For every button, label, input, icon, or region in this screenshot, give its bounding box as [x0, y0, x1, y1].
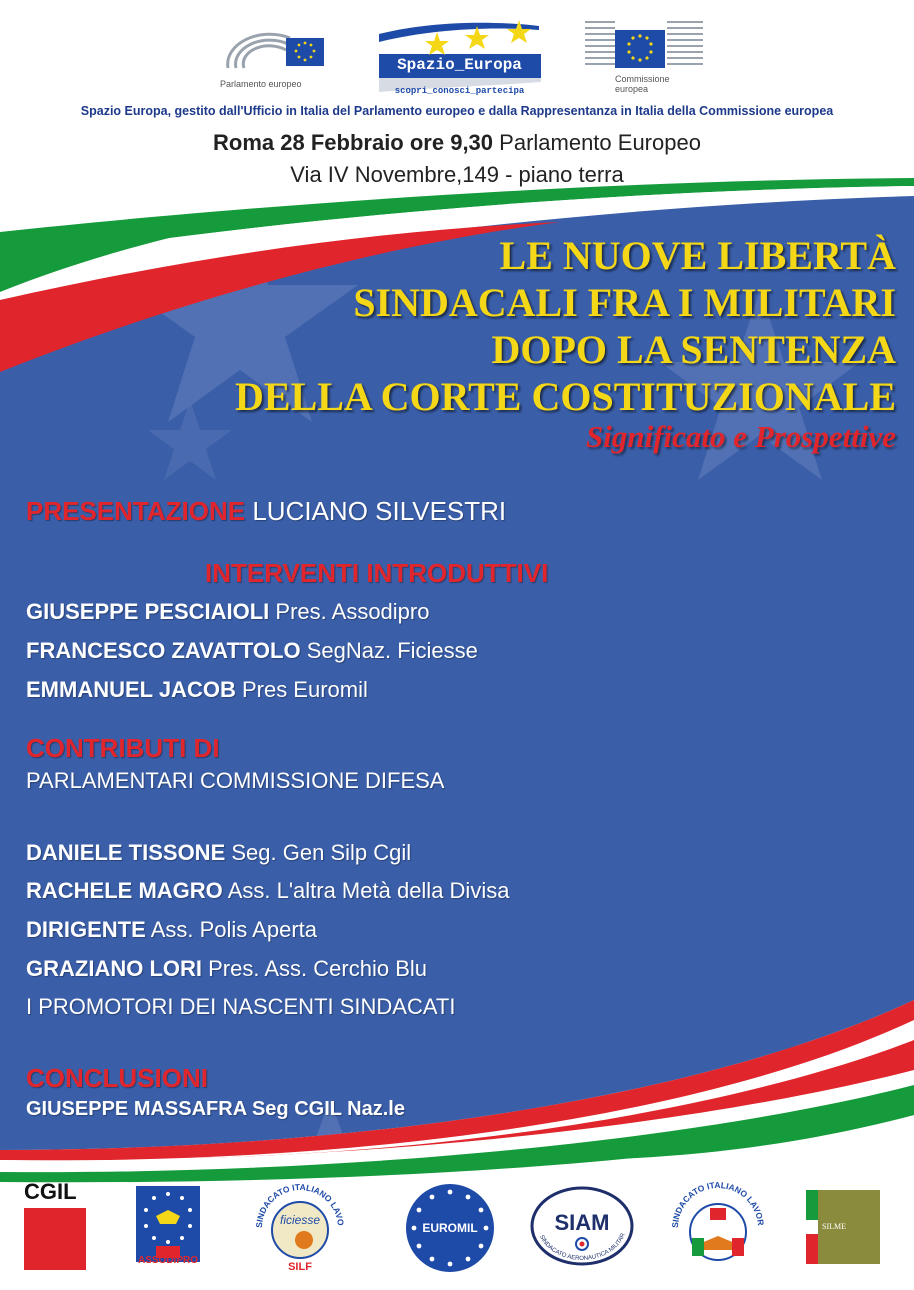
speaker-role: SegNaz. Ficiesse: [306, 638, 478, 663]
title-line-4: DELLA CORTE COSTITUZIONALE: [235, 374, 896, 419]
intervention-row: [26, 599, 429, 625]
silf-ficiesse-logo: [252, 1176, 348, 1276]
silf-ring-text: SINDACATO ITALIANO LAVO: [253, 1181, 347, 1229]
silf-ring-text-2: SINDACATO ITALIANO LAVOR: [669, 1179, 766, 1229]
commission-caption-2: europea: [615, 84, 649, 94]
speaker-name: FRANCESCO ZAVATTOLO: [26, 638, 301, 663]
speaker-role: Pres. Assodipro: [275, 599, 430, 624]
berlaymont-icon: [585, 14, 710, 76]
intervention-row: [26, 638, 478, 664]
euromil-text: EUROMIL: [422, 1221, 478, 1235]
parliament-logo: [220, 24, 340, 90]
event-datetime-line: [0, 130, 914, 156]
silf-text: SILF: [288, 1261, 312, 1273]
interventions-heading: INTERVENTI INTRODUTTIVI: [205, 558, 549, 588]
siam-ring-text: SINDACATO AERONAUTICA MILITAR: [538, 1232, 627, 1262]
conclusions-heading: CONCLUSIONI: [26, 1063, 208, 1093]
assodipro-logo: [136, 1186, 200, 1276]
silf-logo: [668, 1176, 768, 1276]
event-address: Via IV Novembre,149 - piano terra: [290, 162, 624, 187]
speaker-name: GRAZIANO LORI: [26, 956, 202, 981]
silme-logo: [806, 1190, 880, 1264]
siam-text: SIAM: [554, 1210, 610, 1235]
speaker-name: RACHELE MAGRO: [26, 878, 223, 903]
assodipro-text: ASSODIPRO: [137, 1255, 198, 1266]
intervention-row: [26, 677, 368, 703]
commission-caption-1: Commissione: [615, 74, 670, 84]
speaker-role: Ass. L'altra Metà della Divisa: [227, 878, 510, 903]
speaker-role: Ass. Polis Aperta: [150, 917, 318, 942]
contributor-row: [26, 878, 509, 904]
title-line-2: SINDACALI FRA I MILITARI: [353, 280, 896, 325]
speaker-role: Pres Euromil: [241, 677, 368, 702]
organizer-line: Spazio Europa, gestito dall'Ufficio in Italia del Parlamento europeo e dalla Rappresentanza in Italia della Commissione europea: [80, 104, 834, 118]
cgil-logo: [24, 1180, 88, 1270]
siam-logo: [530, 1186, 634, 1266]
parliament-hemicycle-icon: [220, 24, 340, 76]
title-line-1: LE NUOVE LIBERTÀ: [499, 233, 896, 278]
spazio-europa-title: Spazio_Europa: [397, 56, 522, 74]
presentation-line: [26, 496, 506, 527]
commission-logo: [585, 14, 710, 96]
presentation-name: LUCIANO SILVESTRI: [252, 496, 507, 526]
event-date: Roma 28 Febbraio ore 9,30: [213, 130, 494, 155]
parliament-logo-caption: Parlamento europeo: [220, 79, 302, 89]
speaker-name: DANIELE TISSONE: [26, 840, 226, 865]
contributor-row: [26, 917, 317, 943]
speaker-role: Seg. Gen Silp Cgil: [231, 840, 412, 865]
spazio-europa-tagline: scopri_conosci_partecipa: [394, 86, 525, 96]
speaker-role: Pres. Ass. Cerchio Blu: [208, 956, 427, 981]
speaker-name: GIUSEPPE PESCIAIOLI: [26, 599, 270, 624]
cgil-text: CGIL: [24, 1179, 77, 1204]
presentation-label: PRESENTAZIONE: [26, 496, 246, 526]
speaker-name: DIRIGENTE: [26, 917, 146, 942]
promoters-line: I PROMOTORI DEI NASCENTI SINDACATI: [26, 994, 456, 1019]
euromil-logo: [404, 1182, 496, 1274]
contributions-group: PARLAMENTARI COMMISSIONE DIFESA: [26, 768, 445, 793]
title-subtitle: Significato e Prospettive: [586, 419, 896, 454]
conclusions-name: GIUSEPPE MASSAFRA Seg CGIL Naz.le: [26, 1098, 405, 1120]
contributor-row: [26, 956, 427, 982]
ficiesse-text: ficiesse: [279, 1213, 321, 1227]
contributor-row: [26, 840, 411, 866]
silme-text: SILME: [822, 1222, 846, 1231]
contributions-heading: CONTRIBUTI DI: [26, 733, 220, 763]
spazio-europa-logo: [377, 12, 542, 100]
speaker-name: EMMANUEL JACOB: [26, 677, 236, 702]
title-line-3: DOPO LA SENTENZA: [491, 327, 896, 372]
event-venue: Parlamento Europeo: [499, 130, 701, 155]
cgil-red-square: [24, 1208, 86, 1270]
